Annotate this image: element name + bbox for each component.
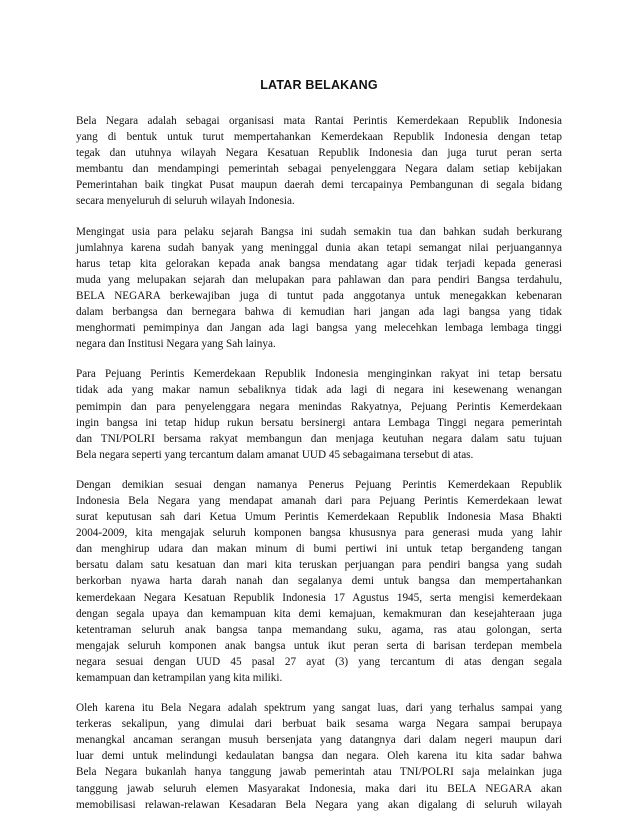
paragraph [76,113,562,210]
text-line: negara dan Institusi Negara yang Sah lainya. [76,338,276,351]
text-line: Bela negara seperti yang tercantum dalam amanat UUD 45 sebagaimana tersebut di atas. [76,448,474,461]
text-line: menangkal ancaman serangan musuh bersenjata yang datangnya dari dalam negeri maupun dari [76,734,562,747]
text-line: Pemerintahan baik tingkat Pusat maupun daerah demi tercapainya Pembangunan di segala bidang [76,179,562,192]
text-line: Para Pejuang Perintis Kemerdekaan Republik Indonesia menginginkan rakyat ini tetap bersatu [76,368,562,381]
text-line: berkorban nyawa harta darah nanah dan segalanya demi untuk bangsa dan mempertahankan [76,575,562,588]
text-line: Bela Negara bukanlah hanya tanggung jawab pemerintah atau TNI/POLRI saja melainkan juga [76,766,562,779]
text-line: kemampuan dan ketrampilan yang kita miliki. [76,672,283,684]
text-line: menghormati pemimpinya dan Jangan ada lagi bangsa yang melecehkan lembaga lembaga tinggi [76,322,562,335]
text-line: secara menyeluruh di seluruh wilayah Indonesia. [76,195,295,208]
text-line: terkeras sekalipun, yang dimulai dari berbuat baik sesama warga Negara sampai berupaya [76,718,562,731]
text-line: memobilisasi relawan-relawan Kesadaran Bela Negara yang akan digalang di seluruh wilayah [76,798,562,811]
text-line: jumlahnya karena sudah banyak yang meninggal dunia akan tetapi semangat nilai perjuangannya [76,241,562,254]
text-line: ingin bangsa ini tetap hidup rukun bersatu bersinergi antara Lembaga Tinggi negara pemerintah [76,416,562,429]
text-line: dan TNI/POLRI bersama rakyat membangun dan menjaga keutuhan negara dalam satu tujuan [76,432,562,445]
paragraph [76,224,562,353]
paragraph [76,366,562,463]
text-line: Bela Negara adalah sebagai organisasi mata Rantai Perintis Kemerdekaan Republik Indonesia [76,115,562,127]
text-line: BELA NEGARA berkewajiban juga di tuntut pada anggotanya untuk menegakkan kebenaran [76,289,562,302]
text-line: dengan segala upaya dan kemampuan kita demi kemajuan, kemakmuran dan kesejahteraan juga [76,607,562,620]
text-line: muda yang melupakan sejarah dan melupakan para pahlawan dan para pendiri Bangsa terdahulu, [76,273,562,286]
text-line: ketentraman seluruh anak bangsa tanpa memandang suku, agama, ras atau golongan, serta [76,623,562,636]
text-line: negara sesuai dengan UUD 45 pasal 27 ayat (3) yang tercantum di atas dengan segala [76,655,562,668]
text-line: Oleh karena itu Bela Negara adalah spektrum yang sangat luas, dari yang terhalus sampai yang [76,702,562,715]
text-line: harus tetap kita gelorakan kepada anak bangsa mendatang agar tidak terjadi kepada generasi [76,257,562,270]
paragraph [76,700,562,813]
text-line: pemimpin dan para penyelenggara negara menindas Rakyatnya, Pejuang Perintis Kemerdekaan [76,400,562,413]
text-line: 2004-2009, kita mengajak seluruh komponen bangsa khususnya para generasi muda yang lahir [76,527,562,540]
text-line: dalam berbangsa dan bernegara bahwa di kemudian hari jangan ada lagi bangsa yang tidak [76,306,562,319]
paragraph [76,477,562,686]
text-line: kemerdekaan Negara Kesatuan Republik Indonesia 17 Agustus 1945, serta mengisi kemerdekaan [76,591,562,604]
document-title: LATAR BELAKANG [260,78,378,92]
text-line: Dengan demikian sesuai dengan namanya Penerus Pejuang Perintis Kemerdekaan Republik [76,478,562,491]
text-line: Indonesia Bela Negara yang mendapat amanah dari para Pejuang Perintis Kemerdekaan lewat [76,494,562,507]
text-line: surat keputusan sah dari Ketua Umum Perintis Kemerdekaan Republik Indonesia Masa Bhakti [76,511,562,524]
text-line: luar demi untuk melindungi kedaulatan bangsa dan negara. Oleh karena itu kita sadar bahwa [76,750,562,763]
text-line: tanggung jawab seluruh elemen Masyarakat Indonesia, maka dari itu BELA NEGARA akan [76,782,562,795]
text-line: membantu dan mendampingi pemerintah sebagai penyelenggara Negara dalam setiap kebijakan [76,163,562,176]
text-line: bersatu dalam satu kesatuan dan mari kita teruskan perjuangan para pendiri bangsa yang sudah [76,559,562,572]
text-line: tegak dan utuhnya wilayah Negara Kesatuan Republik Indonesia dan juga turut peran serta [76,147,562,160]
text-line: yang di bentuk untuk turut mempertahankan Kemerdekaan Republik Indonesia dengan tetap [76,131,562,144]
text-line: Mengingat usia para pelaku sejarah Bangsa ini sudah semakin tua dan bahkan sudah berkurang [76,225,562,238]
text-line: tidak ada yang makar namun sebaliknya tidak ada lagi di negara ini kesewenang wenangan [76,384,562,397]
text-line: dan menghirup udara dan makan minum di bumi pertiwi ini untuk tetap bergandeng tangan [76,543,562,556]
document-body [76,113,562,813]
text-line: mengajak seluruh komponen anak bangsa untuk ikut peran serta di barisan terdepan membela [76,639,562,652]
